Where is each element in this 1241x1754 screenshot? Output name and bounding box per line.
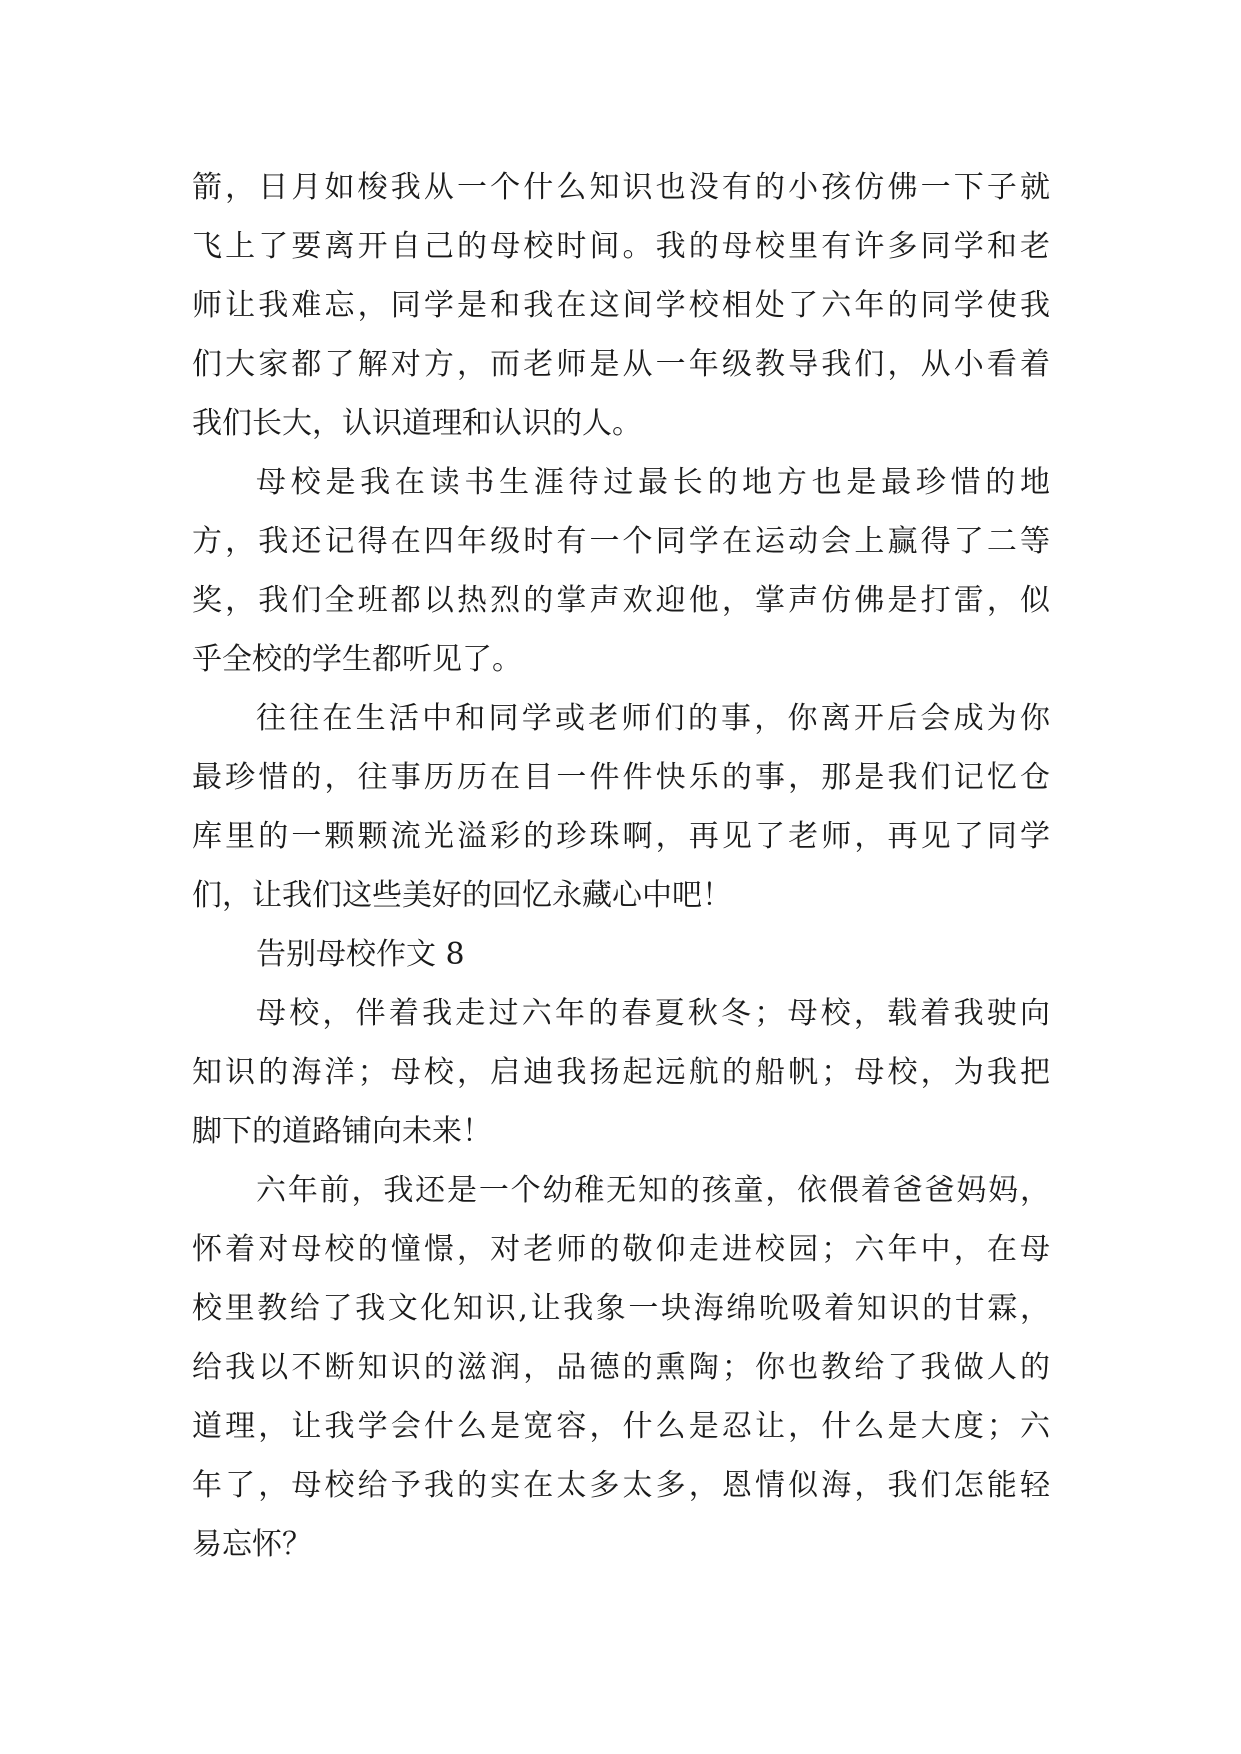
- text-line: 母校，伴着我走过六年的春夏秋冬；母校，载着我驶向: [256, 996, 1050, 1031]
- section-heading: 告别母校作文 8: [256, 937, 465, 972]
- text-line: 知识的海洋；母校，启迪我扬起远航的船帆；母校，为我把: [192, 1055, 1050, 1090]
- text-line: 们大家都了解对方，而老师是从一年级教导我们，从小看着: [192, 347, 1050, 382]
- text-line: 脚下的道路铺向未来！: [192, 1114, 492, 1149]
- paragraph-4: [192, 984, 1050, 1161]
- text-line: 们，让我们这些美好的回忆永藏心中吧！: [192, 878, 732, 913]
- text-line: 库里的一颗颗流光溢彩的珍珠啊，再见了老师，再见了同学: [192, 819, 1050, 854]
- text-line: 道理，让我学会什么是宽容，什么是忍让，什么是大度；六: [192, 1409, 1050, 1444]
- text-line: 易忘怀？: [192, 1527, 312, 1562]
- text-line: 乎全校的学生都听见了。: [192, 642, 522, 677]
- text-line: 我们长大，认识道理和认识的人。: [192, 406, 642, 441]
- text-line: 校里教给了我文化知识,让我象一块海绵吮吸着知识的甘霖，: [192, 1291, 1050, 1326]
- text-line: 飞上了要离开自己的母校时间。我的母校里有许多同学和老: [192, 229, 1050, 264]
- text-line: 怀着对母校的憧憬，对老师的敬仰走进校园；六年中，在母: [192, 1232, 1050, 1267]
- text-line: 奖，我们全班都以热烈的掌声欢迎他，掌声仿佛是打雷，似: [192, 583, 1050, 618]
- paragraph-2: [192, 453, 1050, 689]
- paragraph-5: [192, 1161, 1050, 1574]
- text-line: 六年前，我还是一个幼稚无知的孩童，依偎着爸爸妈妈，: [256, 1173, 1050, 1208]
- text-line: 师让我难忘，同学是和我在这间学校相处了六年的同学使我: [192, 288, 1050, 323]
- text-line: 年了，母校给予我的实在太多太多，恩情似海，我们怎能轻: [192, 1468, 1050, 1503]
- document-page: [192, 158, 1050, 1574]
- paragraph-3: [192, 689, 1050, 925]
- text-line: 母校是我在读书生涯待过最长的地方也是最珍惜的地: [256, 465, 1050, 500]
- text-line: 箭，日月如梭我从一个什么知识也没有的小孩仿佛一下子就: [192, 170, 1050, 205]
- text-line: 往往在生活中和同学或老师们的事，你离开后会成为你: [256, 701, 1050, 736]
- text-line: 最珍惜的，往事历历在目一件件快乐的事，那是我们记忆仓: [192, 760, 1050, 795]
- text-line: 给我以不断知识的滋润，品德的熏陶；你也教给了我做人的: [192, 1350, 1050, 1385]
- text-line: 方，我还记得在四年级时有一个同学在运动会上赢得了二等: [192, 524, 1050, 559]
- paragraph-1: [192, 158, 1050, 453]
